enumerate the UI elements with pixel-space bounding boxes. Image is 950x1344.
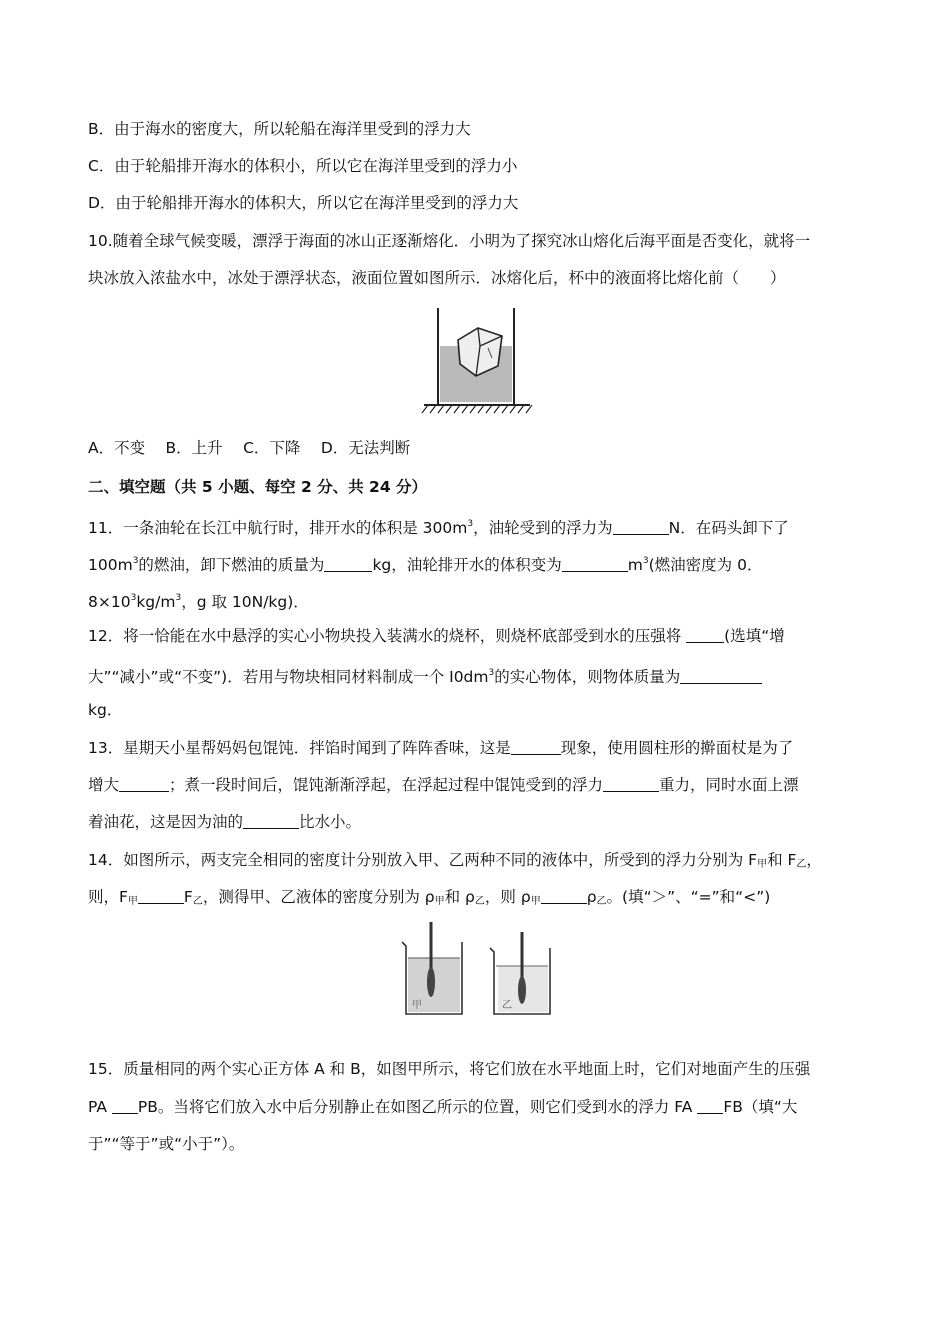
q14-subscript: 乙 (192, 896, 203, 907)
hydrometer-figure (398, 920, 560, 1020)
answer-blank[interactable] (511, 740, 561, 755)
q14-text: ， (806, 851, 822, 869)
q11-text: kg，油轮排开水的体积变为 (372, 556, 562, 574)
q15-text: PB。当将它们放入水中后分别静止在如图乙所示的位置，则它们受到水的浮力 FA (137, 1098, 698, 1116)
answer-blank[interactable] (324, 557, 372, 572)
q11-text: ，g 取 10N/kg)． (181, 593, 309, 611)
q11-text: 11．一条油轮在长江中航行时，排开水的体积是 300m (88, 519, 468, 537)
beaker-jia (402, 922, 462, 1014)
q11-line1 (88, 514, 789, 538)
q14-text: F (183, 888, 193, 906)
q14-text: 和 ρ (444, 888, 475, 906)
q15-line1: 15．质量相同的两个实心正方体 A 和 B，如图甲所示，将它们放在水平地面上时，它们对地面产生的压强 (88, 1060, 811, 1078)
q13-text: 着油花，这是因为油的 (88, 813, 244, 831)
q11-line3 (88, 588, 309, 612)
answer-blank[interactable] (697, 1099, 723, 1114)
q14-subscript: 乙 (474, 896, 485, 907)
q13-line3 (88, 812, 361, 832)
answer-blank[interactable] (680, 669, 762, 684)
q11-superscript: 3 (130, 593, 137, 603)
q11-text: (燃油密度为 0． (648, 556, 763, 574)
q14-subscript: 乙 (796, 859, 807, 870)
q10-stem-line2: 块冰放入浓盐水中，冰处于漂浮状态，液面位置如图所示．冰熔化后，杯中的液面将比熔化前（ ） (88, 269, 786, 287)
q9-option-d: D．由于轮船排开海水的体积大，所以它在海洋里受到的浮力大 (88, 194, 519, 212)
ice-block-figure (418, 298, 540, 424)
q11-superscript: 3 (642, 556, 649, 566)
q11-text: 8×10 (88, 593, 131, 611)
q13-text: 重力，同时水面上漂 (659, 776, 799, 794)
answer-blank[interactable] (112, 1099, 138, 1114)
q11-superscript: 3 (175, 593, 182, 603)
q11-text: ，油轮受到的浮力为 (473, 519, 613, 537)
q14-subscript: 甲 (434, 896, 445, 907)
q14-line2 (88, 887, 770, 912)
q14-text: ρ (586, 888, 597, 906)
q13-text: ；煮一段时间后，馄饨渐渐浮起，在浮起过程中馄饨受到的浮力 (169, 776, 604, 794)
q13-text: 13．星期天小星帮妈妈包馄饨．拌馅时闻到了阵阵香味，这是 (88, 739, 511, 757)
beaker-yi (490, 932, 550, 1014)
q11-text: 的燃油，卸下燃油的质量为 (138, 556, 325, 574)
q15-text: FB（填“大 (723, 1098, 798, 1116)
q12-text: 的实心物体，则物体质量为 (494, 668, 681, 686)
answer-blank[interactable] (541, 889, 587, 904)
q13-line1 (88, 738, 793, 758)
q15-line3: 于”“等于”或“小于”）。 (88, 1135, 245, 1153)
q13-text: 增大 (88, 776, 120, 794)
q14-text: 则，F (88, 888, 128, 906)
q12-text: 12．将一恰能在水中悬浮的实心小物块投入装满水的烧杯，则烧杯底部受到水的压强将 (88, 627, 687, 645)
answer-blank[interactable] (562, 557, 628, 572)
answer-blank[interactable] (613, 520, 669, 535)
q13-line2 (88, 775, 799, 795)
answer-blank[interactable] (243, 814, 299, 829)
q11-text: m (627, 556, 643, 574)
q14-text: 14．如图所示，两支完全相同的密度计分别放入甲、乙两种不同的液体中，所受到的浮力分别为 F (88, 851, 758, 869)
q14-subscript: 乙 (596, 896, 607, 907)
q12-superscript: 3 (488, 668, 495, 678)
section-heading-fill-in: 二、填空题（共 5 小题、每空 2 分、共 24 分） (88, 478, 428, 496)
beaker-label-yi: 乙 (502, 1000, 512, 1011)
q12-text: (选填“增 (724, 627, 785, 645)
q13-text: 比水小。 (299, 813, 362, 831)
q11-text: kg/m (136, 593, 176, 611)
q12-line1 (88, 626, 785, 646)
answer-blank[interactable] (119, 777, 169, 792)
answer-blank[interactable] (138, 889, 184, 904)
q14-subscript: 甲 (757, 859, 768, 870)
q14-text: ，则 ρ (484, 888, 531, 906)
q9-option-c: C．由于轮船排开海水的体积小，所以它在海洋里受到的浮力小 (88, 157, 518, 175)
ground-hatching (422, 405, 532, 413)
q10-stem-line1: 10.随着全球气候变暖，漂浮于海面的冰山正逐渐熔化．小明为了探究冰山熔化后海平面是否变化，就将一 (88, 232, 811, 250)
q10-options: A．不变 B．上升 C．下降 D．无法判断 (88, 439, 411, 457)
q15-text: PA (88, 1098, 112, 1116)
q13-text: 现象，使用圆柱形的擀面杖是为了 (560, 739, 794, 757)
q14-text: ，测得甲、乙液体的密度分别为 ρ (202, 888, 435, 906)
q11-line2 (88, 551, 762, 575)
q12-text: 大”“减小”或“不变”)．若用与物块相同材料制成一个 I0dm (88, 668, 489, 686)
q14-subscript: 甲 (530, 896, 541, 907)
q14-text: 。(填“＞”、“=”和“<”) (606, 888, 771, 906)
q12-line3: kg． (88, 701, 123, 719)
beaker-label-jia: 甲 (412, 1000, 422, 1011)
q14-text: 和 F (767, 851, 797, 869)
q11-text: 100m (88, 556, 133, 574)
q14-line1 (88, 850, 822, 875)
q11-superscript: 3 (467, 519, 474, 529)
q9-option-b: B．由于海水的密度大，所以轮船在海洋里受到的浮力大 (88, 120, 471, 138)
q12-line2 (88, 663, 762, 687)
answer-blank[interactable] (686, 628, 724, 643)
answer-blank[interactable] (603, 777, 659, 792)
q11-text: N．在码头卸下了 (668, 519, 789, 537)
q15-line2 (88, 1097, 797, 1117)
q14-subscript: 甲 (127, 896, 138, 907)
q11-superscript: 3 (132, 556, 139, 566)
